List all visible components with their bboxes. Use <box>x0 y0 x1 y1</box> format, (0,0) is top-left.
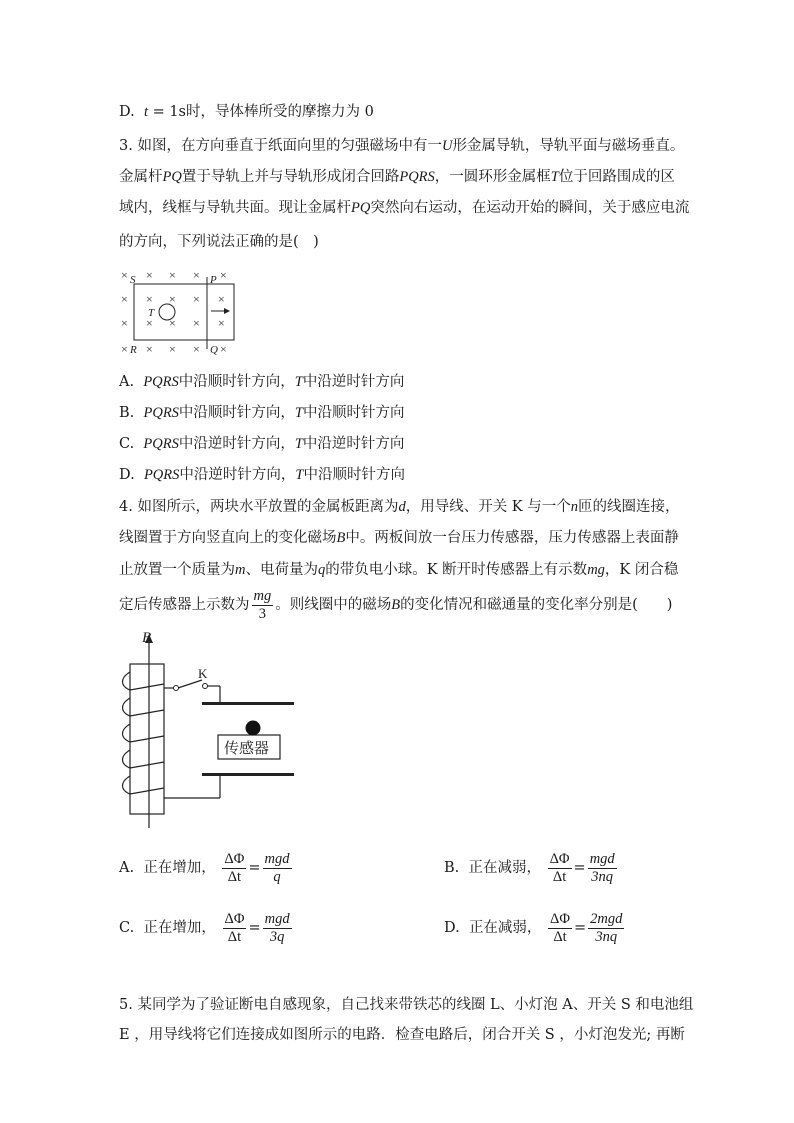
svg-text:×: × <box>218 292 225 306</box>
svg-text:×: × <box>146 316 153 330</box>
svg-text:×: × <box>220 268 227 282</box>
q4-stem-line-3: 止放置一个质量为m、电荷量为q的带负电小球。K 断开时传感器上有示数mg，K 闭合稳 <box>119 562 679 578</box>
q3-figure <box>118 265 243 357</box>
svg-text:×: × <box>169 268 176 282</box>
svg-text:×: × <box>193 342 200 356</box>
svg-text:×: × <box>193 292 200 306</box>
q3-label-s: S <box>130 274 136 286</box>
q4-fraction-mg-3: $\frac{mg}{3}$ <box>253 588 272 622</box>
q4-label-b: B <box>142 630 152 646</box>
q3-option-b[interactable]: B. PQRS中沿顺时针方向，T中沿顺时针方向 <box>119 405 405 421</box>
svg-text:×: × <box>146 342 153 356</box>
svg-text:×: × <box>169 292 176 306</box>
q5-stem-line-2: E ，用导线将它们连接成如图所示的电路．检查电路后，闭合开关 S ，小灯泡发光; 再断 <box>119 1027 685 1043</box>
svg-text:×: × <box>121 268 128 282</box>
q3-option-d[interactable]: D. PQRS中沿逆时针方向，T中沿顺时针方向 <box>119 467 405 483</box>
q4-switch-k <box>178 680 202 688</box>
svg-text:×: × <box>218 316 225 330</box>
q4-stem-line-1: 4. 如图所示，两块水平放置的金属板距离为d，用导线、开关 K 与一个n匝的线圈连接， <box>119 499 680 515</box>
q4-label-k: K <box>198 666 208 681</box>
q3-label-q: Q <box>210 344 218 356</box>
q3-stem-line-3: 域内，线框与导轨共面。现让金属杆PQ突然向右运动，在运动开始的瞬间，关于感应电流 <box>119 200 690 216</box>
q3-option-a[interactable]: A. PQRS中沿顺时针方向，T中沿逆时针方向 <box>119 374 405 390</box>
svg-text:×: × <box>146 268 153 282</box>
q4-figure <box>112 628 302 833</box>
q3-label-r: R <box>130 344 137 356</box>
q4-charged-ball <box>246 721 261 736</box>
q3-label-t: T <box>148 307 155 319</box>
q2-option-d: D. t = 1s时，导体棒所受的摩擦力为 0 <box>119 104 374 120</box>
svg-text:×: × <box>121 316 128 330</box>
svg-text:×: × <box>146 292 153 306</box>
svg-text:×: × <box>169 316 176 330</box>
q4-coil-turn <box>123 672 165 690</box>
svg-text:×: × <box>169 342 176 356</box>
q4-lower-plate <box>202 773 294 776</box>
q4-stem-line-2: 线圈置于方向竖直向上的变化磁场B中。两板间放一台压力传感器，压力传感器上表面静 <box>119 530 679 546</box>
svg-text:×: × <box>220 342 227 356</box>
q4-option-b[interactable]: B. 正在减弱， $\frac{\Delta\Phi}{\Delta t}$ = $\frac{\text{mgd}}{3nq}$ <box>444 850 615 885</box>
q4-upper-plate <box>202 702 294 705</box>
q4-sensor-label: 传感器 <box>224 741 270 757</box>
q3-stem-line-2: 金属杆PQ置于导轨上并与导轨形成闭合回路PQRS，一圆环形金属框T位于回路围成的区 <box>119 169 675 185</box>
q3-stem-line-4: 的方向，下列说法正确的是( ) <box>119 234 319 250</box>
q5-stem-line-1: 5. 某同学为了验证断电自感现象，自己找来带铁芯的线圈 L、小灯泡 A、开关 S 和电池组 <box>119 997 694 1013</box>
q4-option-c[interactable]: C. 正在增加， $\frac{\Delta\Phi}{\Delta t}$ = $\frac{\text{mgd}}{3q}$ <box>119 910 290 945</box>
svg-text:×: × <box>121 292 128 306</box>
q3-label-p: P <box>210 274 217 286</box>
q4-option-a[interactable]: A. 正在增加， $\frac{\Delta\Phi}{\Delta t}$ = $\frac{\text{mgd}}{q}$ <box>119 850 290 885</box>
q4-option-d[interactable]: D. 正在减弱， $\frac{\Delta\Phi}{\Delta t}$ = $\frac{\text{2mgd}}{3nq}$ <box>444 910 623 945</box>
svg-text:×: × <box>193 316 200 330</box>
q3-option-c[interactable]: C. PQRS中沿逆时针方向，T中沿逆时针方向 <box>119 436 405 452</box>
q4-stem-line-4: 定后传感器上示数为 $\frac{mg}{3}$ 。则线圈中的磁场B的变化情况和磁通量的变化率分别是( ) <box>119 588 673 622</box>
svg-text:×: × <box>121 342 128 356</box>
svg-text:×: × <box>193 268 200 282</box>
q3-stem-line-1: 3. 如图，在方向垂直于纸面向里的匀强磁场中有一U形金属导轨，导轨平面与磁场垂直。 <box>119 138 685 154</box>
